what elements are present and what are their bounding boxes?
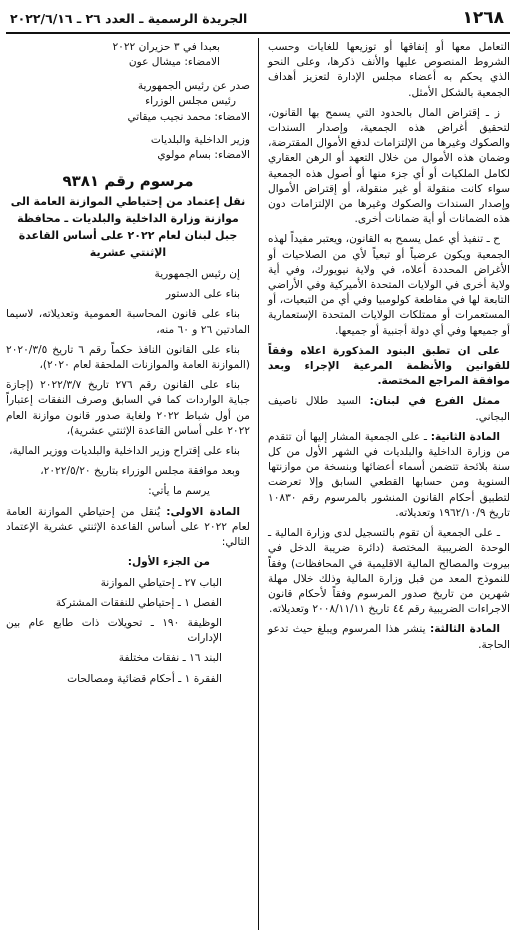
date-line: بعبدا في ٣ حزيران ٢٠٢٢ <box>112 41 220 53</box>
decree-number: مرسوم رقم ٩٣٨١ <box>62 171 194 190</box>
page-number: ١٢٦٨ <box>462 8 504 28</box>
header-rule <box>6 32 510 34</box>
running-title: الجريدة الرسمية ـ العدد ٢٦ ـ ٢٠٢٢/٦/١٦ <box>10 11 248 26</box>
basis-accounting-law: بناء على قانون المحاسبة العمومية وتعديلاته، لاسيما المادتين ٢٦ و ٦٠ منه، <box>6 308 250 336</box>
minister-title: وزير الداخلية والبلديات <box>150 134 250 147</box>
basis-constitution: بناء على الدستور <box>165 288 240 301</box>
budget-line-paragraph: الفقرة ١ ـ أحكام قضائية ومصالحات <box>67 672 222 685</box>
left-column <box>6 40 250 692</box>
pm-title: رئيس مجلس الوزراء <box>145 95 236 108</box>
article-1-label: المادة الاولى: <box>166 505 240 518</box>
president-line: إن رئيس الجمهورية <box>154 268 240 281</box>
signature-minister: الامضاء: بسام مولوي <box>157 149 250 162</box>
budget-line-item: البند ١٦ ـ نفقات مختلفة <box>118 652 222 665</box>
paragraph-article-2 <box>268 430 510 521</box>
right-column <box>268 40 510 658</box>
signature-block <box>6 40 250 164</box>
basis-cabinet-approval: وبعد موافقة مجلس الوزراء بتاريخ ٢٠٢٢/٥/٢٠، <box>40 465 240 478</box>
paragraph-clause-h: ح ـ تنفيذ أي عمل يسمح به القانون، ويعتبر مفيداً لهذه الجمعية ويكون عرضياً أو تبعياً لأي من الصلاحيات أو الأغراض المحددة أعلاه، في ولاية نيويورك، وفي أية ولاية أخرى في الولايات المتحدة الأميركية وفي الأراضي التابعة لها في مقاطعة كولومبيا وفي أي من التبعيات، أو المستعمرات أو ممتلكات الولايات المتحدة الإستعمارية أو جميعها وفي أي دولة أجنبية أو جميعها. <box>268 233 510 337</box>
budget-line-chapter: الباب ٢٧ ـ إحتياطي الموازنة <box>100 576 222 589</box>
paragraph-continuation: التعامل معها أو إنفاقها أو توزيعها للغايات وحسب الشروط المنصوص عليها والأنف ذكرها، وعلى النحو الذي يحكم به أعضاء مجلس الإدارة لتعزيز أهداف الجمعية بالشكل الأمثل. <box>268 41 510 99</box>
basis-law-276: بناء على القانون رقم ٢٧٦ تاريخ ٢٠٢٢/٣/٧ (إجازة جباية الواردات كما في السابق وصرف النفقات إعتباراً من أول شباط ٢٠٢٢ ولغاية صدور قانون موازنة العام ٢٠٢٢ على أساس القاعدة الإثنتي عشرية)، <box>6 379 250 437</box>
paragraph-conditions: على ان تطبق البنود المذكورة اعلاه وفقاً للقوانين والأنظمة المرعية الإجراء وبعد موافقة المراجع المختصة. <box>268 344 510 388</box>
signature-pm: الامضاء: محمد نجيب ميقاتي <box>127 110 250 123</box>
article-2-text: ـ على الجمعية المشار إليها أن تتقدم من وزارة الداخلية والبلديات في الشهر الأول من كل سنة بلائحة تتضمن أسماء أعضائها وبنسخة من موازنتها السنوية ومن حسابها القطعي السابق وإلا تعرضت لتطبيق أحكام القانون المنشور بالمرسوم رقم ١٠٨٣٠ تاريخ ١٩٦٢/١٠/٩ وتعديلاته. <box>268 430 510 519</box>
article-1 <box>6 505 250 551</box>
signature-president: الامضاء: ميشال عون <box>128 56 220 69</box>
paragraph-tax-registration: ـ على الجمعية أن تقوم بالتسجيل لدى وزارة المالية ـ الوحدة الضريبية المختصة (دائرة ضريبة الدخل في بيروت والمصالح المالية الاقليمية في المحافظات) وفقاً للنموذج المعد من قبل وزارة المالية وذلك خلال مهلة شهرين من تاريخ صدور المرسوم وفقاً لأحكام قانون الاجراءات الضريبية رقم ٤٤ تاريخ ٢٠٠٨/١١/١١ وتعديلاته. <box>268 527 510 616</box>
branch-rep-label: ممثل الفرع في لبنان: <box>369 395 501 408</box>
paragraph-branch-rep <box>268 394 510 424</box>
basis-proposal: بناء على إقتراح وزير الداخلية والبلديات ووزير المالية، <box>9 445 240 458</box>
budget-line-section: الفصل ١ ـ إحتياطي للنفقات المشتركة <box>55 596 222 609</box>
issued-by-line: صدر عن رئيس الجمهورية <box>137 79 250 92</box>
part-1-heading: من الجزء الأول: <box>127 556 210 569</box>
page-header <box>8 8 508 32</box>
paragraph-article-3 <box>268 622 510 652</box>
budget-line-function: الوظيفة ١٩٠ ـ تحويلات ذات طابع عام بين الإدارات <box>6 616 222 645</box>
paragraph-clause-z: ز ـ إقتراض المال بالحدود التي يسمح بها القانون، لتحقيق أغراض هذه الجمعية، وإصدار السندات والصكوك وغيرها من الإلتزامات لدفع الأموال المقترضة، وضمان هذه الأموال من خلال التعهد أو الرهن العقاري لكامل الملكيات أو أي جزء منها أو أصول هذه الجمعية سواء كانت منقولة أو غير منقولة، أو إقتراض الأموال وإصدار السندات والصكوك وغيرها من الإلتزامات دون هذه الضمانات أو أية ضمانات أخرى. <box>268 106 510 226</box>
decree-subject: نقل إعتماد من إحتياطي الموازنة العامة الى موازنة وزارة الداخلية والبلديات ـ محافظة جبل لبنان لعام ٢٠٢٢ على أساس القاعدة الإثنتي عشرية <box>10 195 246 260</box>
branch-rep-text: السيد طلال ناصيف البجاني. <box>268 395 510 423</box>
column-divider <box>258 38 259 930</box>
article-3-text: ينشر هذا المرسوم ويبلغ حيث تدعو الحاجة. <box>268 623 510 651</box>
article-2-label: المادة الثانية: <box>430 430 500 443</box>
article-3-label: المادة الثالثة: <box>429 623 500 636</box>
article-1-text: يُنقل من إحتياطي الموازنة العامة لعام ٢٠٢٢ على أساس القاعدة الإثنتي عشرية الإعتماد التالي: <box>6 505 250 549</box>
basis-budget-law: بناء على القانون النافذ حكماً رقم ٦ تاريخ ٢٠٢٠/٣/٥ (الموازنة العامة والموازنات الملحقة لعام ٢٠٢٠)، <box>6 343 250 372</box>
decrees-line: يرسم ما يأتي: <box>148 485 210 498</box>
